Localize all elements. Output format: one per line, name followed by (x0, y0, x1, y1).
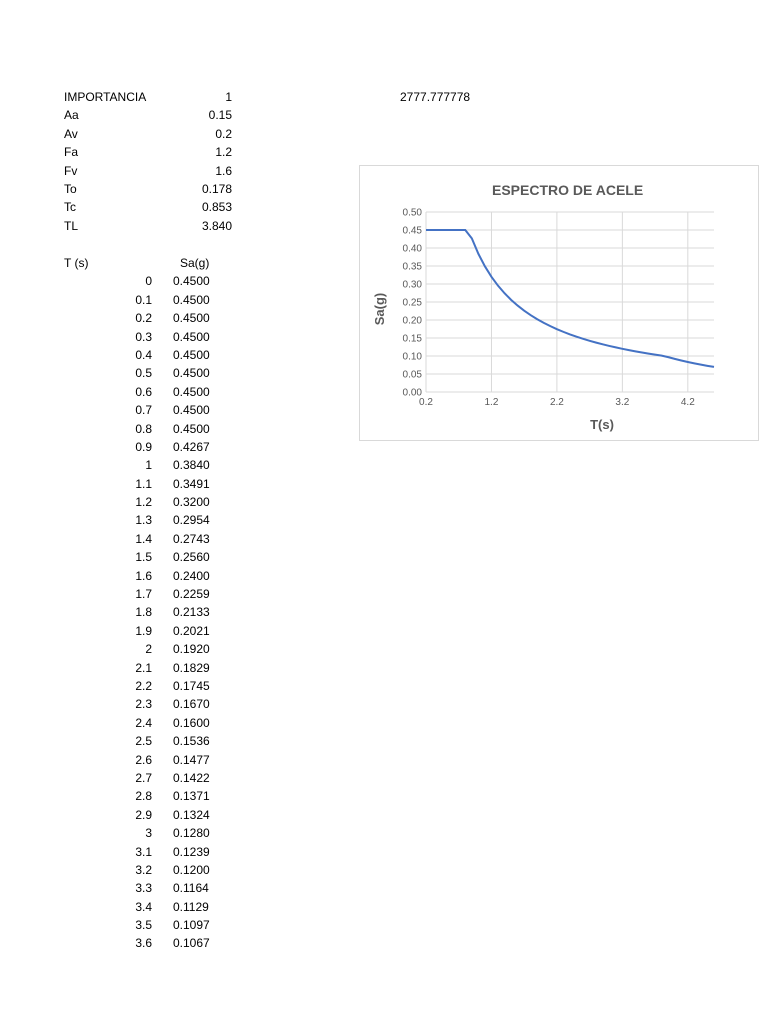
period-cell: 2.7 (135, 770, 152, 785)
table-row (64, 898, 264, 916)
x-tick-label: 0.2 (419, 397, 433, 408)
acceleration-cell: 0.4500 (173, 292, 210, 307)
y-tick-label: 0.45 (402, 225, 422, 237)
acceleration-cell: 0.1280 (173, 826, 210, 841)
period-cell: 3 (145, 826, 152, 841)
acceleration-cell: 0.2400 (173, 568, 210, 583)
acceleration-cell: 0.3491 (173, 476, 210, 491)
period-cell: 0.2 (135, 311, 152, 326)
table-row (64, 530, 264, 548)
param-label: Av (64, 126, 78, 141)
param-value: 0.178 (201, 181, 232, 196)
acceleration-cell: 0.1670 (173, 697, 210, 712)
period-cell: 1.9 (135, 623, 152, 638)
acceleration-cell: 0.2021 (173, 623, 210, 638)
period-cell: 1 (145, 458, 152, 473)
param-row (64, 143, 234, 161)
y-tick-label: 0.35 (402, 261, 422, 273)
table-row (64, 732, 264, 750)
acceleration-cell: 0.2259 (173, 587, 210, 602)
table-row (64, 438, 264, 456)
acceleration-cell: 0.1200 (173, 862, 210, 877)
y-tick-label: 0.15 (402, 333, 422, 345)
table-row (64, 567, 264, 585)
period-cell: 2.3 (135, 697, 152, 712)
table-row (64, 475, 264, 493)
table-row (64, 843, 264, 861)
y-axis-label: Sa(g) (372, 292, 387, 326)
table-row (64, 806, 264, 824)
table-header (64, 254, 264, 272)
param-value: 1.2 (215, 145, 232, 160)
table-row (64, 548, 264, 566)
table-row (64, 714, 264, 732)
period-cell: 0.1 (135, 292, 152, 307)
x-tick-label: 1.2 (484, 397, 499, 408)
period-cell: 0.9 (135, 439, 152, 454)
table-row (64, 916, 264, 934)
y-tick-labels (403, 208, 423, 399)
period-cell: 1.1 (135, 476, 152, 491)
param-value: 0.15 (208, 108, 232, 123)
acceleration-cell: 0.1477 (173, 752, 210, 767)
period-cell: 3.3 (135, 881, 152, 896)
table-row (64, 603, 264, 621)
header-period: T (s) (64, 256, 89, 270)
parameters-block (64, 88, 234, 235)
calculated-value: 2777.777778 (400, 90, 471, 104)
acceleration-cell: 0.4500 (173, 347, 210, 362)
param-value: 1.6 (215, 163, 232, 178)
acceleration-cell: 0.4267 (173, 439, 210, 454)
table-row (64, 383, 264, 401)
period-cell: 3.1 (135, 844, 152, 859)
x-axis-label: T(s) (590, 417, 614, 432)
acceleration-cell: 0.1829 (173, 660, 210, 675)
period-cell: 2.4 (135, 715, 152, 730)
table-row (64, 695, 264, 713)
acceleration-cell: 0.1600 (173, 715, 210, 730)
period-cell: 1.6 (135, 568, 152, 583)
period-cell: 2.8 (135, 789, 152, 804)
param-row (64, 106, 234, 124)
y-tick-label: 0.30 (402, 279, 422, 291)
acceleration-cell: 0.2133 (173, 605, 210, 620)
acceleration-cell: 0.1239 (173, 844, 210, 859)
table-row (64, 751, 264, 769)
period-cell: 1.3 (135, 513, 152, 528)
table-row (64, 622, 264, 640)
acceleration-cell: 0.4500 (173, 403, 210, 418)
param-row (64, 88, 234, 106)
spectrum-table (64, 272, 264, 952)
acceleration-cell: 0.2560 (173, 550, 210, 565)
param-label: Fa (64, 145, 79, 160)
acceleration-cell: 0.1324 (173, 807, 210, 822)
table-row (64, 309, 264, 327)
header-acceleration: Sa(g) (180, 256, 210, 270)
param-value: 0.2 (215, 126, 232, 141)
period-cell: 2.5 (135, 734, 152, 749)
period-cell: 1.5 (135, 550, 152, 565)
table-row (64, 272, 264, 290)
param-row (64, 198, 234, 216)
table-row (64, 511, 264, 529)
acceleration-cell: 0.2743 (173, 531, 210, 546)
table-row (64, 328, 264, 346)
table-row (64, 787, 264, 805)
acceleration-cell: 0.4500 (173, 329, 210, 344)
acceleration-cell: 0.4500 (173, 311, 210, 326)
table-row (64, 879, 264, 897)
chart-svg (359, 165, 759, 441)
acceleration-cell: 0.1920 (173, 642, 210, 657)
period-cell: 2.2 (135, 678, 152, 693)
acceleration-cell: 0.3200 (173, 495, 210, 510)
spectrum-chart (359, 165, 695, 441)
period-cell: 0.5 (135, 366, 152, 381)
param-row (64, 217, 234, 235)
param-row (64, 125, 234, 143)
period-cell: 3.6 (135, 936, 152, 951)
param-label: Tc (64, 200, 76, 215)
acceleration-cell: 0.1371 (173, 789, 210, 804)
acceleration-cell: 0.1164 (173, 881, 209, 896)
table-row (64, 769, 264, 787)
table-row (64, 934, 264, 952)
param-label: TL (64, 218, 79, 233)
table-row (64, 456, 264, 474)
acceleration-cell: 0.1422 (173, 770, 210, 785)
period-cell: 1.7 (135, 587, 152, 602)
period-cell: 0 (145, 274, 152, 289)
x-tick-label: 3.2 (615, 397, 630, 408)
acceleration-cell: 0.4500 (173, 384, 210, 399)
y-tick-label: 0.50 (402, 207, 422, 219)
param-label: Aa (64, 108, 79, 123)
period-cell: 2.6 (135, 752, 152, 767)
period-cell: 1.4 (135, 531, 152, 546)
table-row (64, 861, 264, 879)
acceleration-cell: 0.1129 (173, 899, 209, 914)
y-tick-label: 0.05 (402, 369, 422, 381)
period-cell: 3.5 (135, 918, 152, 933)
period-cell: 0.7 (135, 403, 152, 418)
param-value: 1 (225, 90, 232, 104)
table-row (64, 824, 264, 842)
param-label: To (64, 181, 77, 196)
acceleration-cell: 0.1745 (173, 678, 210, 693)
y-tick-label: 0.10 (402, 351, 422, 363)
param-label: Fv (64, 163, 78, 178)
table-row (64, 420, 264, 438)
period-cell: 0.3 (135, 329, 152, 344)
table-row (64, 585, 264, 603)
chart-title: ESPECTRO DE ACELE (492, 182, 644, 198)
param-value: 0.853 (201, 200, 232, 215)
table-row (64, 346, 264, 364)
period-cell: 0.8 (135, 421, 152, 436)
period-cell: 1.2 (135, 495, 152, 510)
acceleration-cell: 0.1067 (173, 936, 210, 951)
acceleration-cell: 0.2954 (173, 513, 210, 528)
period-cell: 0.6 (135, 384, 152, 399)
period-cell: 1.8 (135, 605, 152, 620)
acceleration-cell: 0.4500 (173, 274, 210, 289)
period-cell: 3.2 (135, 862, 152, 877)
period-cell: 0.4 (135, 347, 152, 362)
table-row (64, 659, 264, 677)
period-cell: 3.4 (135, 899, 152, 914)
acceleration-cell: 0.4500 (173, 421, 210, 436)
x-tick-label: 2.2 (549, 397, 564, 408)
table-row (64, 401, 264, 419)
table-row (64, 493, 264, 511)
param-value: 3.840 (201, 218, 232, 233)
table-row (64, 640, 264, 658)
y-tick-label: 0.25 (402, 297, 422, 309)
table-row (64, 677, 264, 695)
y-tick-label: 0.40 (402, 243, 422, 255)
table-row (64, 291, 264, 309)
param-label: IMPORTANCIA (64, 90, 147, 104)
acceleration-cell: 0.1097 (173, 918, 210, 933)
acceleration-cell: 0.3840 (173, 458, 210, 473)
param-row (64, 162, 234, 180)
table-row (64, 364, 264, 382)
y-tick-label: 0.20 (402, 315, 422, 327)
period-cell: 2.1 (135, 660, 152, 675)
acceleration-cell: 0.4500 (173, 366, 210, 381)
x-tick-label: 4.2 (680, 397, 695, 408)
param-row (64, 180, 234, 198)
acceleration-cell: 0.1536 (173, 734, 210, 749)
period-cell: 2.9 (135, 807, 152, 822)
period-cell: 2 (145, 642, 152, 657)
y-tick-label: 0.00 (402, 387, 422, 399)
